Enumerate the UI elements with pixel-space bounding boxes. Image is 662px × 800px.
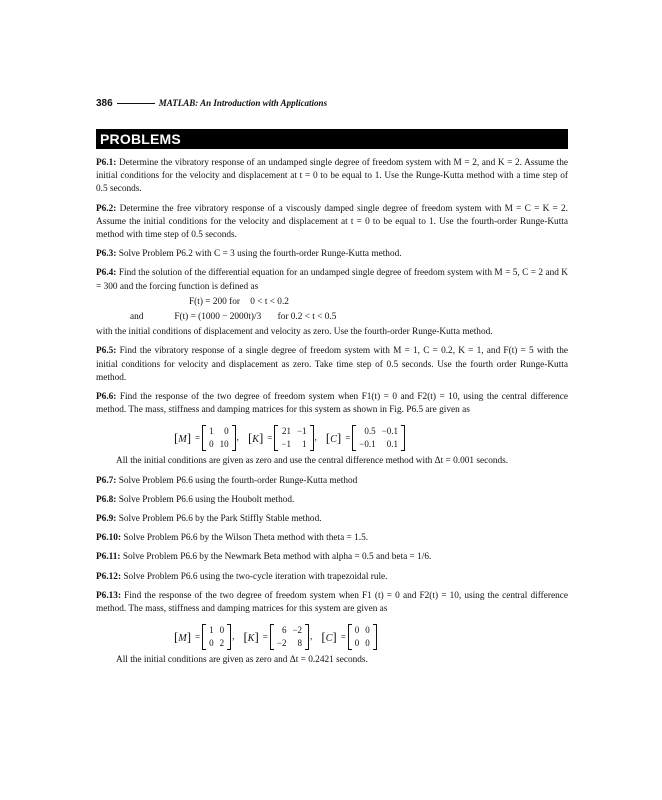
- damping-matrix: [C] = 0.5 −0.1 −0.1 0.1: [324, 425, 405, 451]
- matrix-cell: 0: [354, 638, 360, 649]
- matrix-name: M: [178, 433, 187, 445]
- problem-note: All the initial conditions are given as zero and use the central difference method with Δt = 0.001 seconds.: [116, 456, 509, 467]
- matrix-cell: 0.1: [386, 439, 398, 450]
- problem-label: P6.12:: [96, 571, 122, 582]
- header-rule: [117, 103, 155, 104]
- problem-p6-11: [96, 551, 568, 564]
- matrix-cell: 1: [209, 426, 214, 437]
- matrix-cell: 0: [365, 638, 370, 649]
- problem-text: Solve Problem P6.2 with C = 3 using the fourth-order Runge-Kutta method.: [118, 249, 402, 260]
- matrix-cell: −0.1: [359, 439, 376, 450]
- problem-text: Solve Problem P6.6 by the Newmark Beta method with alpha = 0.5 and beta = 1/6.: [122, 552, 432, 563]
- problem-text: Solve Problem P6.6 using the Houbolt method.: [118, 494, 295, 505]
- matrix-cell: −0.1: [381, 426, 398, 437]
- matrix-cell: −2: [292, 625, 303, 636]
- problem-p6-8: [96, 494, 568, 507]
- problem-label: P6.5:: [96, 346, 117, 357]
- stiffness-matrix: [K] = 6 −2 −2 8 ,: [243, 625, 313, 649]
- matrix-name: C: [330, 433, 337, 445]
- equation-expression: F(t) = (1000 − 2000t)/3: [174, 312, 262, 323]
- problem-p6-3: [96, 248, 568, 261]
- problem-label: P6.3:: [96, 249, 117, 260]
- matrix-cell: 2: [219, 638, 225, 649]
- matrix-cell: 1: [209, 625, 214, 636]
- page-number: 386: [96, 97, 113, 109]
- problem-text-continued: with the initial conditions of displacement and velocity as zero. Use the fourth-order Runge-Kutta method.: [96, 327, 493, 338]
- stiffness-matrix: [K] = 21 −1 −1 1 ,: [247, 426, 317, 450]
- matrix-cell: 0: [354, 625, 360, 636]
- matrix-cell: 0: [219, 625, 225, 636]
- matrix-cell: −1: [281, 439, 291, 450]
- forcing-equation-2: [96, 311, 568, 324]
- matrix-cell: 6: [281, 625, 287, 636]
- matrix-cell: 0: [224, 426, 229, 437]
- problem-text: Solve Problem P6.6 by the Park Stiffly Stable method.: [118, 514, 322, 525]
- problem-p6-9: [96, 513, 568, 526]
- problem-text: Solve Problem P6.6 using the two-cycle iteration with trapezoidal rule.: [123, 571, 388, 582]
- problem-label: P6.2:: [96, 203, 117, 214]
- running-title: MATLAB: An Introduction with Applications: [158, 98, 328, 108]
- problem-p6-12: [96, 571, 568, 584]
- damping-matrix: [C] = 0 0 0 0: [319, 624, 376, 650]
- problem-text: Find the vibratory response of a single degree of freedom system with M = 1, C = 0.2, K = 1, and F(t) = 5 with the initial conditions for velocity and displacement as zero. Take time step of 0.5 seconds. Use the fourth order Runge-Kutta method.: [96, 346, 568, 383]
- problem-label: P6.8:: [96, 494, 117, 505]
- matrix-name: M: [178, 632, 187, 644]
- problem-text: Solve Problem P6.6 by the Wilson Theta method with theta = 1.5.: [123, 533, 369, 544]
- matrix-cell: 0: [209, 638, 214, 649]
- matrix-equations: [172, 622, 568, 652]
- matrix-cell: −2: [276, 638, 287, 649]
- matrix-name: K: [247, 632, 255, 644]
- problem-p6-6: [96, 391, 568, 469]
- mass-matrix: [M] = 1 0 0 10 ,: [174, 426, 239, 450]
- matrix-cell: 21: [281, 426, 291, 437]
- problem-text: Find the response of the two degree of freedom system when F1 (t) = 0 and F2(t) = 10, using the central difference method. The mass, stiffness and damping matrices for this system are given as: [96, 590, 568, 615]
- problem-label: P6.7:: [96, 475, 117, 486]
- matrix-cell: 0: [209, 439, 214, 450]
- problem-p6-5: [96, 345, 568, 385]
- matrix-cell: 10: [219, 439, 229, 450]
- problem-label: P6.13:: [96, 590, 122, 601]
- section-title: PROBLEMS: [100, 131, 181, 147]
- problem-label: P6.9:: [96, 514, 117, 525]
- equation-connector: and: [130, 312, 144, 323]
- problem-p6-4: [96, 267, 568, 339]
- problem-p6-2: [96, 203, 568, 243]
- problem-label: P6.1:: [96, 158, 117, 168]
- running-header: [96, 96, 568, 110]
- equation-condition: 0 < t < 0.2: [250, 296, 289, 307]
- problem-text: Find the solution of the differential equation for an undamped single degree of freedom system with M = 5, C = 2 and K = 300 and the forcing function is defined as: [96, 268, 569, 292]
- mass-matrix: [M] = 1 0 0 2 ,: [174, 625, 235, 649]
- equation-condition: for 0.2 < t < 0.5: [277, 312, 337, 323]
- matrix-cell: 0: [365, 625, 370, 636]
- problem-text: Find the response of the two degree of freedom system when F1(t) = 0 and F2(t) = 10, using the central difference method. The mass, stiffness and damping matrices for this system as shown in Fig. P6.5 are given as: [96, 392, 568, 416]
- problem-text: Solve Problem P6.6 using the fourth-order Runge-Kutta method: [118, 475, 358, 486]
- problem-label: P6.6:: [96, 392, 117, 403]
- problem-label: P6.11:: [96, 552, 121, 563]
- matrix-name: C: [325, 632, 333, 644]
- page: [96, 96, 568, 673]
- matrix-cell: −1: [296, 426, 307, 437]
- problem-text: Determine the free vibratory response of a viscously damped single degree of freedom system with M = C = K = 2. Assume the initial conditions for the velocity and displacement at t = 0 to be equal to 1. Use the fourth-order Runge-Kutta method with time step of 0.5 seconds.: [96, 203, 569, 241]
- problem-p6-13: [96, 590, 568, 668]
- forcing-equation-1: [96, 296, 568, 309]
- problem-label: P6.4:: [96, 268, 117, 279]
- problems-list: [96, 157, 568, 667]
- matrix-cell: 1: [302, 439, 307, 450]
- matrix-name: K: [252, 433, 259, 445]
- problem-text: Determine the vibratory response of an undamped single degree of freedom system with M = 2, and K = 2. Assume the initial conditions for the velocity and displacement at t = 0 to be equal to 1. Use the Runge-Kutta method with a time step of 0.5 seconds.: [96, 158, 568, 195]
- problem-p6-7: [96, 475, 568, 488]
- problem-label: P6.10:: [96, 533, 122, 544]
- matrix-cell: 0.5: [364, 426, 376, 437]
- equation-expression: F(t) = 200 for: [189, 296, 240, 307]
- problem-p6-1: [96, 157, 568, 197]
- matrix-cell: 8: [297, 638, 303, 649]
- problem-p6-10: [96, 532, 568, 545]
- matrix-equations: [172, 423, 568, 453]
- problem-note: All the initial conditions are given as zero and Δt = 0.2421 seconds.: [116, 655, 368, 666]
- section-banner: [96, 129, 568, 149]
